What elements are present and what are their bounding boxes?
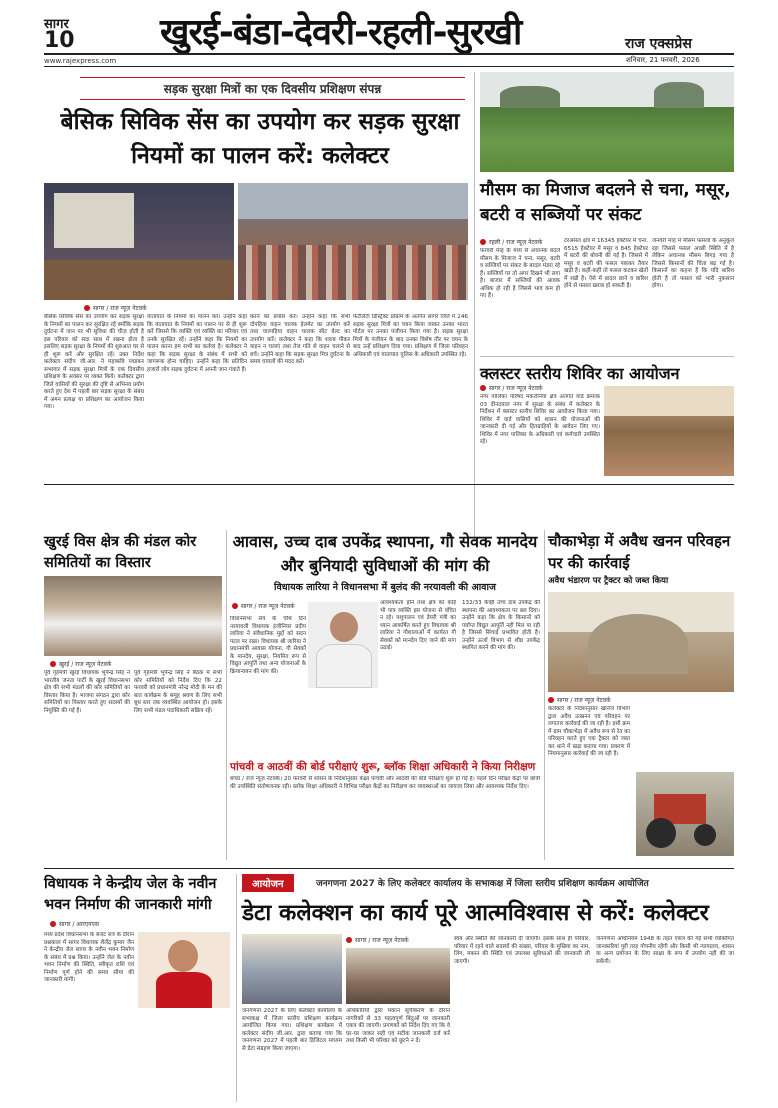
s3-byline: सागर / राज न्यूज़ नेटवर्क (480, 384, 543, 392)
census-headline: डेटा कलेक्शन का कार्य पूरे आत्मविश्वास से करें: कलेक्टर (242, 900, 709, 926)
s6-body: कलेक्टर के निर्देशानुसार खनिज विभाग द्वारा अवैध उत्खनन एवं परिवहन पर लगातार कार्रवाई की जा रही है। इसी क्रम में ग्राम चौकाभेड़ा में अवैध रूप से रेत का परिवहन करते हुए एक ट्रैक्टर को जब्त कर थाने में खड़ा कराया गया। प्रकरण में नियमानुसार कार्रवाई की जा रही है। (548, 706, 630, 757)
s8-body: मध्य प्रदेश विधानसभा के बजट सत्र के दौरान प्रश्नकाल में सागर विधायक शैलेंद्र कुमार जैन ने केन्द्रीय जेल सागर के नवीन भवन निर्माण के संबंध में प्रश्न किया। उन्होंने जेल के नवीन भवन निर्माण की स्थिति, स्वीकृत राशि एवं निर्माण पूर्ण होने की समय सीमा की जानकारी मांगी। (44, 932, 134, 983)
edition-label: सागर (44, 17, 69, 32)
census-hall-photo (346, 948, 450, 1004)
s4-col2: पूर्व गृहमंत्री भूपेन्द्र सिंह ने बैठक में सभी कोर समितियों को निर्देश दिए कि 22 फरवरी को प्रधानमंत्री नरेन्द्र मोदी के मन की बात कार्यक्रम के समूह श्रवण के लिए सभी बूथ स्तर तक व्यवस्थित आयोजन हो। इसके लिए सभी मंडल पदाधिकारी सक्रिय रहें। (134, 670, 222, 714)
s5-col2: आवश्यकता होने तथा क्षेत्र का कोई भी पात्र व्यक्ति इस योजना से वंचित न रहे। पशुपालन एवं डेयरी मंत्री का ध्यान आकर्षित करते हुए विधायक श्री लारिया ने गौशालाओं में कार्यरत गौ सेवकों को मानदेय दिए जाने की मांग उठाई। (380, 600, 456, 651)
sand-heap-photo (548, 592, 734, 692)
census-tag: आयोजन (242, 874, 294, 892)
census-kicker: जनगणना 2027 के लिए कलेक्टर कार्यालय के सभाकक्ष में जिला स्तरीय प्रशिक्षण कार्यक्रम आयोजित (316, 879, 649, 889)
illegal-mining-subhead: अवैध भंडारण पर ट्रैक्टर को जब्त किया (548, 576, 669, 586)
s6-byline: सागर / राज न्यूज़ नेटवर्क (548, 696, 611, 704)
s1-byline: सागर / राज न्यूज़ नेटवर्क (84, 304, 147, 312)
s2-col2: टरअसल क्षेत्र में 16345 हेक्टेयर में चना, 6515 हेक्टेयर में मसूर व 845 हेक्टेयर में बटरी की बोवनी की गई है। जिससे में मसूर व बटरी की फसल पककर तैयार खड़ी है। कहीं-कहीं तो फसल कटकर खेतों में रखी है। ऐसे में बादल छाने व बारिश होने से फसल खराब हो सकती है। (564, 238, 648, 289)
mla-portrait (308, 602, 378, 688)
training-photo-left (44, 183, 234, 300)
crop-field-photo (480, 72, 734, 172)
census-meeting-photo (242, 934, 342, 1004)
brand-name: राज एक्सप्रेस (625, 36, 692, 52)
s4-byline: खुरई / राज न्यूज़ नेटवर्क (50, 660, 111, 668)
s9-byline: सागर / राज न्यूज़ नेटवर्क (346, 936, 409, 944)
tractor-photo (636, 772, 734, 856)
s1-col2: यातायात के नियमों का पालन करें। उन्होंने कहा कि यातायात के नियमों का पालन पर से ही शुरू करें जिससे कि व्यक्ति एवं व्यक्ति का परिवार एवं उनके सुरक्षित रहें। उन्होंने कहा कि नियमों का पालन करना हम सभी का कर्तव्य है। कलेक्टर ने कहा कि सड़क सुरक्षा के संबंध में सभी को जागरूक होना चाहिए। उन्होंने कहा कि प्रतिदिन हजारों लोग सड़क दुर्घटना में अपनी जान गंवाते हैं। (147, 314, 247, 373)
page-title: खुरई-बंडा-देवरी-रहली-सुरखी (160, 12, 522, 53)
mla-demands-subhead: विधायक लारिया ने विधानसभा में बुलंद की नरयावली की आवाज (274, 582, 496, 593)
s9-col3: स्वयं और स्थिति की जानकारी दी जाएगी। इसके साथ ही परिवार, परिवार में रहने वाले सदस्यों की संख्या, परिवार के मुखिया का नाम, लिंग, मकान की स्थिति एवं उपलब्ध सुविधाओं की जानकारी ली जाएगी। (454, 936, 590, 965)
s2-col3: जनवरी माह में मौसम फसलों के अनुकूल रहा जिससे फसल अच्छी स्थिति में है लेकिन अचानक मौसम बिगड़ गया है जिससे किसानों की चिंता बढ़ गई है। किसानों का कहना है कि यदि बारिश होती है तो फसल को भारी नुकसान होगा। (652, 238, 734, 289)
s7-body: बण्डा / राज न्यूज़ नेटवर्क। 20 फरवरी से शासन के निर्देशानुसार कक्षा पांचवी और आठवीं की बोर्ड परीक्षाएं शुरू हो गई हैं। पहले दिन परीक्षा केंद्रों पर छात्रों की उपस्थिति संतोषजनक रही। ब्लॉक शिक्षा अधिकारी ने विभिन्न परीक्षा केंद्रों का निरीक्षण कर व्यवस्थाओं का जायजा लिया और आवश्यक निर्देश दिए। (230, 776, 540, 790)
s1-col4: फेटेलिटी डिस्ट्रिक्ट प्रोग्राम के अंतर्गत सागर जिले में 246 सड़क सुरक्षा मित्रों का चयन किया जाकर उनका भारत पोर्टल पर उनका पंजीयन किया गया है। सड़क सुरक्षा मित्रों के पंजीयन के बाद उनका विशेष तौर पर चयन के बाद उन्हें प्रशिक्षण दिया गया। प्रशिक्षण में जिला परिवहन अधिकारी एवं यातायात पुलिस के अधिकारी उपस्थित रहे। (353, 314, 468, 358)
s1-col1: बेसिक सिविक सेंस का उपयोग कर सड़क सुरक्षा के नियमों का पालन कर सुरक्षित रहें क्योंकि सड़क दुर्घटना में जान पर भी सुविधा की चीज़ होती है इस परिवार को सदा साथ में रखना होता है इसलिए सड़क सुरक्षा के नियमों की शुरुआत घर से ही शुरू करें और सुरक्षित रहें। उक्त निर्देश कलेक्टर संदीप जी.आर. ने महाकवि पद्माकर सभागार में सड़क सुरक्षा मित्रों के एक दिवसीय प्रशिक्षण के अवसर पर व्यक्त किये। कलेक्टर द्वारा जिले वासियों की सुरक्षा की दृष्टि से अभिनव प्रयोग करते हुए देश में पहली बार सड़क सुरक्षा के संबंध में अमन प्रत्यक्ष या प्रशिक्षण का आयोजन किया गया। (44, 314, 144, 410)
s2-col1: फरवरी माह के मध्य से अचानक बदले मौसम के मिजाज ने चना, मसूर, बटरी व सब्जियों पर संकट के बादल मंडरा रहे हैं। सब्जियों पर तो अगर दिखने भी लगा है। बाजार में सब्जियों की आवक अधिक हो रही है जिससे भाव कम हो गए हैं। (480, 248, 560, 299)
mla-demands-headline: आवास, उच्च दाब उपकेंद्र स्थापना, गौ सेवक मानदेय और बुनियादी सुविधाओं की मांग की (232, 532, 538, 575)
s4-col1: पूर्व गृहमंत्री खुरई विधायक भूपेन्द्र सिंह ने भारतीय जनता पार्टी के खुरई विधानसभा क्षेत्र की सभी मंडलों की कोर समितियों का विस्तार किया है। भाजपा संगठन द्वारा कोर समितियों का विस्तार करते हुए सदस्यों की नियुक्ति की गई है। (44, 670, 130, 714)
illegal-mining-headline: चौकाभेड़ा में अवैध खनन परिवहन पर की कार्रवाई (548, 532, 731, 572)
road-safety-headline: बेसिक सिविक सेंस का उपयोग कर सड़क सुरक्षा नियमों का पालन करें: कलेक्टर (60, 109, 460, 169)
committee-photo (44, 576, 222, 656)
s8-body-cont (138, 1012, 230, 1102)
s9-col4: जनगणना अधिनियम 1948 के तहत एकत्र की गई सभी व्यक्तिगत जानकारियां पूरी तरह गोपनीय रहेंगी और किसी भी न्यायालय, शासन या अन्य प्रयोजन के लिए साक्ष्य के रूप में उपयोग नहीं की जा सकेंगी। (596, 936, 734, 965)
weather-headline: मौसम का मिजाज बदलने से चना, मसूर, बटरी व सब्जियों पर संकट (480, 180, 731, 225)
training-photo-right (238, 183, 468, 300)
s9-col1: जनगणना 2027 के लिए कलेक्टर कार्यालय के सभाकक्ष में जिला स्तरीय प्रशिक्षण कार्यक्रम आयोजित किया गया। प्रशिक्षण कार्यक्रम में कलेक्टर संदीप जी.आर. द्वारा बताया गया कि जनगणना 2027 में पहली बार डिजिटल माध्यम से डेटा संग्रहण किया जाएगा। (242, 1008, 342, 1052)
s5-byline: सागर / राज न्यूज़ नेटवर्क (232, 602, 295, 610)
s2-byline: रहली / राज न्यूज़ नेटवर्क (480, 238, 542, 246)
page-number: 10 (44, 28, 75, 53)
masthead (0, 0, 778, 68)
s8-byline: सागर / आरएनएस (50, 920, 99, 928)
s3-body: नगर पालिका परिषद मकरोनिया क्षेत्र अंतर्गत वार्ड क्रमांक 03 दीनदयाल नगर में सुरक्षा के संबंध में कलेक्टर के निर्देशन में क्लस्टर स्तरीय शिविर का आयोजन किया गया। शिविर में वार्ड वासियों को शासन की योजनाओं की जानकारी दी गई और हितग्राहियों के आवेदन लिए गए। शिविर में नगर पालिका के अधिकारी एवं कर्मचारी उपस्थित रहे। (480, 394, 600, 445)
jail-building-headline: विधायक ने केन्द्रीय जेल के नवीन भवन निर्माण की जानकारी मांगी (44, 876, 217, 913)
khurai-committee-headline: खुरई विस क्षेत्र की मंडल कोर समितियों का विस्तार (44, 534, 197, 571)
s5-col1: विधानसभा सत्र के चौथे दिन नरयावली विधायक इंजीनियर प्रदीप लारिया ने संवैधानिक मुद्दों को सदन पटल पर रखा। विधायक श्री लारिया ने प्रधानमंत्री आवास योजना, गौ सेवकों के मानदेय, सुरक्षा, नियमित रूप से विद्युत आपूर्ति तथा अन्य योजनाओं के क्रियान्वयन की मांग की। (230, 616, 306, 675)
s5-col3: 132/33 केव्ही उच्च दाब उपकेंद्र की स्थापना की आवश्यकता पर बल दिया। उन्होंने कहा कि क्षेत्र के किसानों को पर्याप्त विद्युत आपूर्ति नहीं मिल पा रही है जिससे सिंचाई प्रभावित होती है। उन्होंने ऊर्जा विभाग से शीघ्र उपकेंद्र स्थापित करने की मांग की। (462, 600, 540, 651)
camp-photo (604, 386, 734, 476)
s1-col3: करने का प्रयास करें। उन्होंने कहा कि सभी दोपहिया वाहन चालक हेलमेट का उपयोग करें तथा चारपहिया वाहन चालक सीट बेल्ट का उपयोग करें। कलेक्टर ने कहा कि शराब पीकर वाहन न चलाएं तथा तेज गति से वाहन चलाने से बचें। उन्होंने कहा कि सड़क सुरक्षा मित्र दुर्घटना के समय घायलों की मदद करें। (250, 314, 350, 365)
cluster-camp-headline: क्लस्टर स्तरीय शिविर का आयोजन (480, 364, 680, 383)
road-safety-kicker: सड़क सुरक्षा मित्रों का एक दिवसीय प्रशिक्षण संपन्न (80, 77, 465, 100)
site-url[interactable]: www.rajexpress.com (44, 57, 117, 65)
s9-col2: अधिकारियों द्वारा मकान सूचीकरण के दौरान नागरिकों से 33 महत्वपूर्ण बिंदुओं पर जानकारी एकत्र की जाएगी। प्रगणकों को निर्देश दिए गए कि वे घर-घर जाकर सही एवं सटीक जानकारी दर्ज करें तथा किसी भी परिवार को छूटने न दें। (346, 1008, 450, 1044)
issue-date: शनिवार, 21 फरवरी, 2026 (626, 56, 700, 64)
sagar-mla-portrait (138, 932, 230, 1008)
board-exam-headline: पांचवी व आठवीं की बोर्ड परीक्षाएं शुरू, ब्लॉक शिक्षा अधिकारी ने किया निरीक्षण (230, 761, 536, 773)
